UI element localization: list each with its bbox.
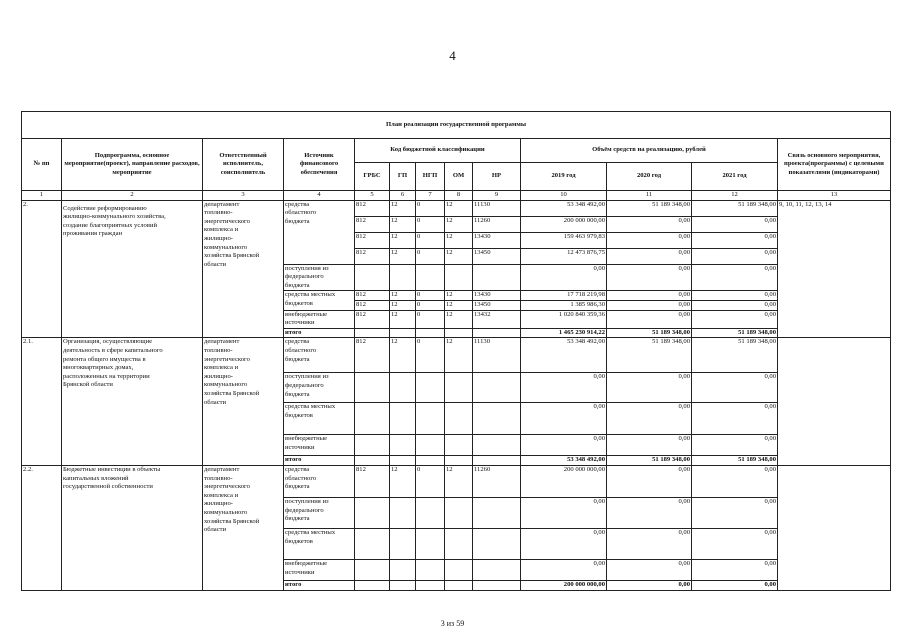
funding-source — [284, 200, 355, 264]
row-number: 2.1. — [22, 338, 62, 466]
cell-ngp — [416, 559, 445, 580]
total-2021: 0,00 — [692, 580, 778, 590]
cell-2020: 0,00 — [607, 497, 692, 528]
text-line: ремонта общего имущества в — [63, 355, 146, 363]
cell-gp: 12 — [390, 465, 416, 497]
cell-gp — [390, 373, 416, 403]
cell-ngp: 0 — [416, 465, 445, 497]
column-number-row — [22, 191, 891, 201]
header-link: Связь основного мероприятия, проекта(программы) с целевыми показателями (индикаторами) — [778, 139, 891, 191]
cell-2020: 51 189 348,00 — [607, 338, 692, 373]
text-line: создание благоприятных условий — [63, 221, 158, 229]
text-line: жилищно- — [204, 372, 234, 380]
cell-om: 12 — [445, 248, 473, 264]
page-footer: 3 из 59 — [440, 619, 465, 628]
cell-om — [445, 435, 473, 456]
funding-source — [284, 338, 355, 373]
total-label: итого — [284, 328, 355, 338]
cell-2020: 0,00 — [607, 435, 692, 456]
cell-2021: 51 189 348,00 — [692, 200, 778, 216]
text-line: Содействие реформированию — [63, 204, 147, 212]
cell-ngp: 0 — [416, 232, 445, 248]
cell-om: 12 — [445, 310, 473, 328]
cell-2021: 0,00 — [692, 435, 778, 456]
text-line: комплекса и — [204, 226, 239, 234]
cell-ngp: 0 — [416, 338, 445, 373]
cell-2021: 0,00 — [692, 248, 778, 264]
cell-2019: 200 000 000,00 — [521, 216, 607, 232]
cell-2019: 12 473 876,75 — [521, 248, 607, 264]
cell-2020: 0,00 — [607, 403, 692, 435]
cell-2020: 0,00 — [607, 291, 692, 301]
text-line: энергетического — [204, 483, 250, 491]
cell-gp: 12 — [390, 232, 416, 248]
header-grbs: ГРБС — [355, 163, 390, 191]
cell-grbs — [355, 264, 390, 291]
text-line: департамент — [204, 465, 240, 473]
cell-gp: 12 — [390, 291, 416, 301]
cell-nr — [473, 435, 521, 456]
cell-nr — [473, 264, 521, 291]
total-2019: 1 465 230 914,22 — [521, 328, 607, 338]
header-2019: 2019 год — [521, 163, 607, 191]
col-number: 2 — [62, 191, 203, 201]
cell-grbs — [355, 403, 390, 435]
cell-nr — [473, 373, 521, 403]
text-line: источники — [285, 568, 315, 576]
text-line: областного — [285, 474, 317, 482]
cell-2021: 0,00 — [692, 291, 778, 301]
cell-2019: 0,00 — [521, 435, 607, 456]
cell-om: 12 — [445, 338, 473, 373]
cell-grbs — [355, 373, 390, 403]
cell-gp — [390, 559, 416, 580]
page-number: 4 — [449, 48, 456, 63]
text-line: областного — [285, 209, 317, 217]
text-line: источники — [285, 319, 315, 327]
cell-2021: 51 189 348,00 — [692, 338, 778, 373]
text-line: жилищно- — [204, 234, 234, 242]
cell-nr — [473, 580, 521, 590]
header-num: № пп — [22, 139, 62, 191]
cell-nr: 13430 — [473, 232, 521, 248]
text-line: Брянской области — [63, 381, 113, 389]
cell-gp: 12 — [390, 338, 416, 373]
col-number: 1 — [22, 191, 62, 201]
cell-2021: 0,00 — [692, 403, 778, 435]
cell-gp — [390, 264, 416, 291]
text-line: коммунального — [204, 508, 248, 516]
cell-ngp — [416, 456, 445, 466]
cell-om — [445, 456, 473, 466]
cell-nr: 11130 — [473, 200, 521, 216]
cell-grbs: 812 — [355, 310, 390, 328]
text-line: средства — [285, 338, 310, 346]
text-line: хозяйства Брянской — [204, 517, 260, 525]
row-number: 2.2. — [22, 465, 62, 590]
col-number: 10 — [521, 191, 607, 201]
cell-nr — [473, 403, 521, 435]
cell-2020: 0,00 — [607, 373, 692, 403]
table-row — [22, 338, 891, 373]
cell-nr — [473, 559, 521, 580]
cell-2019: 17 718 219,98 — [521, 291, 607, 301]
cell-2019: 0,00 — [521, 373, 607, 403]
total-2020: 51 189 348,00 — [607, 456, 692, 466]
cell-2020: 0,00 — [607, 300, 692, 310]
funding-source — [284, 264, 355, 291]
cell-nr — [473, 497, 521, 528]
total-label: итого — [284, 456, 355, 466]
text-line: внебюджетные — [285, 310, 328, 318]
cell-2019: 0,00 — [521, 403, 607, 435]
text-line: средства местных — [285, 291, 336, 299]
cell-ngp — [416, 497, 445, 528]
cell-om: 12 — [445, 465, 473, 497]
cell-gp: 12 — [390, 216, 416, 232]
cell-grbs — [355, 559, 390, 580]
text-line: федерального — [285, 273, 324, 281]
header-om: ОМ — [445, 163, 473, 191]
cell-ngp: 0 — [416, 310, 445, 328]
cell-gp: 12 — [390, 248, 416, 264]
table-row — [22, 465, 891, 497]
funding-source — [284, 465, 355, 497]
text-line: внебюджетные — [285, 435, 328, 443]
cell-2019: 1 385 986,30 — [521, 300, 607, 310]
text-line: коммунального — [204, 243, 248, 251]
cell-2021: 0,00 — [692, 264, 778, 291]
executor — [203, 200, 284, 338]
text-line: расположенных на территории — [63, 372, 150, 380]
col-number: 5 — [355, 191, 390, 201]
cell-grbs — [355, 456, 390, 466]
text-line: бюджета — [285, 355, 310, 363]
funding-source — [284, 373, 355, 403]
text-line: проживания граждан — [63, 230, 123, 238]
text-line: жилищно- — [204, 500, 234, 508]
cell-2019: 0,00 — [521, 528, 607, 559]
subprogram-name — [62, 338, 203, 466]
cell-grbs: 812 — [355, 300, 390, 310]
text-line: топливно- — [204, 209, 233, 217]
cell-2021: 0,00 — [692, 497, 778, 528]
cell-ngp: 0 — [416, 200, 445, 216]
text-line: энергетического — [204, 355, 250, 363]
indicator-link: 9, 10, 11, 12, 13, 14 — [778, 200, 891, 338]
cell-grbs: 812 — [355, 465, 390, 497]
text-line: государственной собственности — [63, 483, 153, 491]
cell-2021: 0,00 — [692, 232, 778, 248]
header-2020: 2020 год — [607, 163, 692, 191]
funding-source — [284, 291, 355, 310]
cell-nr: 13450 — [473, 248, 521, 264]
header-source: Источник финансового обеспечения — [284, 139, 355, 191]
text-line: коммунального — [204, 381, 248, 389]
cell-2019: 0,00 — [521, 559, 607, 580]
cell-2019: 159 463 979,83 — [521, 232, 607, 248]
total-2019: 200 000 000,00 — [521, 580, 607, 590]
text-line: бюджета — [285, 281, 310, 289]
text-line: внебюджетные — [285, 559, 328, 567]
cell-2019: 200 000 000,00 — [521, 465, 607, 497]
text-line: департамент — [204, 200, 240, 208]
col-number: 11 — [607, 191, 692, 201]
cell-2019: 1 020 840 359,36 — [521, 310, 607, 328]
text-line: хозяйства Брянской — [204, 252, 260, 260]
cell-om — [445, 264, 473, 291]
cell-nr: 11260 — [473, 216, 521, 232]
cell-2020: 51 189 348,00 — [607, 200, 692, 216]
cell-nr: 11260 — [473, 465, 521, 497]
text-line: топливно- — [204, 346, 233, 354]
cell-om: 12 — [445, 300, 473, 310]
cell-2021: 0,00 — [692, 300, 778, 310]
cell-grbs: 812 — [355, 232, 390, 248]
cell-ngp: 0 — [416, 291, 445, 301]
col-number: 4 — [284, 191, 355, 201]
cell-gp — [390, 403, 416, 435]
cell-ngp — [416, 435, 445, 456]
header-gp: ГП — [390, 163, 416, 191]
total-2020: 0,00 — [607, 580, 692, 590]
text-line: средства — [285, 465, 310, 473]
text-line: бюджета — [285, 390, 310, 398]
cell-om: 12 — [445, 232, 473, 248]
cell-2020: 0,00 — [607, 528, 692, 559]
header-ngp: НГП — [416, 163, 445, 191]
text-line: бюджетов — [285, 299, 313, 307]
cell-ngp — [416, 403, 445, 435]
table-title: План реализации государственной программы — [22, 112, 891, 139]
cell-ngp: 0 — [416, 300, 445, 310]
cell-2021: 0,00 — [692, 559, 778, 580]
text-line: поступления из — [285, 373, 329, 381]
funding-source — [284, 310, 355, 328]
cell-2021: 0,00 — [692, 216, 778, 232]
cell-ngp — [416, 373, 445, 403]
col-number: 12 — [692, 191, 778, 201]
cell-ngp — [416, 328, 445, 338]
cell-gp — [390, 435, 416, 456]
cell-om: 12 — [445, 216, 473, 232]
table-row — [22, 200, 891, 216]
cell-2019: 53 348 492,00 — [521, 200, 607, 216]
col-number: 9 — [473, 191, 521, 201]
text-line: области — [204, 260, 227, 268]
text-line: бюджета — [285, 217, 310, 225]
cell-2020: 0,00 — [607, 248, 692, 264]
cell-gp — [390, 456, 416, 466]
text-line: средства — [285, 200, 310, 208]
text-line: федерального — [285, 506, 324, 514]
text-line: комплекса и — [204, 364, 239, 372]
text-line: Организация, осуществляющие — [63, 338, 153, 346]
funding-source — [284, 435, 355, 456]
cell-grbs — [355, 580, 390, 590]
text-line: жилищно-коммунального хозяйства, — [63, 213, 166, 221]
cell-gp — [390, 528, 416, 559]
cell-grbs — [355, 497, 390, 528]
text-line: средства местных — [285, 403, 336, 411]
text-line: области — [204, 398, 227, 406]
cell-grbs — [355, 528, 390, 559]
funding-source — [284, 559, 355, 580]
cell-2019: 0,00 — [521, 264, 607, 291]
cell-2020: 0,00 — [607, 310, 692, 328]
cell-2019: 0,00 — [521, 497, 607, 528]
subprogram-name — [62, 200, 203, 338]
indicator-link — [778, 338, 891, 466]
cell-2019: 53 348 492,00 — [521, 338, 607, 373]
text-line: бюджета — [285, 515, 310, 523]
total-2021: 51 189 348,00 — [692, 456, 778, 466]
cell-grbs: 812 — [355, 291, 390, 301]
cell-om — [445, 580, 473, 590]
text-line: департамент — [204, 338, 240, 346]
cell-2020: 0,00 — [607, 465, 692, 497]
cell-ngp: 0 — [416, 248, 445, 264]
cell-grbs: 812 — [355, 338, 390, 373]
text-line: комплекса и — [204, 491, 239, 499]
text-line: федерального — [285, 381, 324, 389]
col-number: 13 — [778, 191, 891, 201]
cell-om — [445, 497, 473, 528]
program-plan-table — [21, 111, 891, 591]
cell-om — [445, 559, 473, 580]
text-line: топливно- — [204, 474, 233, 482]
cell-om — [445, 528, 473, 559]
text-line: многоквартирных домах, — [63, 364, 134, 372]
cell-2020: 0,00 — [607, 559, 692, 580]
cell-2021: 0,00 — [692, 373, 778, 403]
total-2019: 53 348 492,00 — [521, 456, 607, 466]
cell-2020: 0,00 — [607, 264, 692, 291]
text-line: области — [204, 526, 227, 534]
total-2021: 51 189 348,00 — [692, 328, 778, 338]
cell-grbs: 812 — [355, 200, 390, 216]
text-line: средства местных — [285, 528, 336, 536]
cell-om: 12 — [445, 200, 473, 216]
cell-nr — [473, 328, 521, 338]
cell-2020: 0,00 — [607, 216, 692, 232]
cell-gp — [390, 497, 416, 528]
header-subprogram: Подпрограмма, основное мероприятие(проект), направление расходов, мероприятие — [62, 139, 203, 191]
cell-gp: 12 — [390, 300, 416, 310]
cell-nr: 13450 — [473, 300, 521, 310]
text-line: поступления из — [285, 497, 329, 505]
funding-source — [284, 528, 355, 559]
cell-gp — [390, 580, 416, 590]
funding-source — [284, 497, 355, 528]
cell-nr: 11130 — [473, 338, 521, 373]
text-line: хозяйства Брянской — [204, 389, 260, 397]
text-line: бюджетов — [285, 411, 313, 419]
executor — [203, 465, 284, 590]
text-line: энергетического — [204, 217, 250, 225]
total-label: итого — [284, 580, 355, 590]
header-funds: Объём средств на реализацию, рублей — [521, 139, 778, 163]
text-line: поступления из — [285, 264, 329, 272]
cell-grbs — [355, 328, 390, 338]
indicator-link — [778, 465, 891, 590]
text-line: бюджетов — [285, 537, 313, 545]
header-budget-code: Код бюджетной классификации — [355, 139, 521, 163]
cell-om — [445, 328, 473, 338]
text-line: областного — [285, 346, 317, 354]
total-2020: 51 189 348,00 — [607, 328, 692, 338]
cell-gp: 12 — [390, 310, 416, 328]
cell-om — [445, 403, 473, 435]
col-number: 6 — [390, 191, 416, 201]
header-executor: Ответственный исполнитель, соисполнитель — [203, 139, 284, 191]
funding-source — [284, 403, 355, 435]
cell-2020: 0,00 — [607, 232, 692, 248]
cell-nr: 13432 — [473, 310, 521, 328]
cell-nr: 13430 — [473, 291, 521, 301]
header-nr: НР — [473, 163, 521, 191]
cell-grbs: 812 — [355, 216, 390, 232]
col-number: 3 — [203, 191, 284, 201]
cell-om: 12 — [445, 291, 473, 301]
cell-ngp — [416, 264, 445, 291]
text-line: капитальных вложений — [63, 474, 129, 482]
cell-nr — [473, 528, 521, 559]
text-line: бюджета — [285, 483, 310, 491]
cell-2021: 0,00 — [692, 528, 778, 559]
row-number: 2. — [22, 200, 62, 338]
header-2021: 2021 год — [692, 163, 778, 191]
cell-om — [445, 373, 473, 403]
col-number: 8 — [445, 191, 473, 201]
cell-gp — [390, 328, 416, 338]
cell-grbs: 812 — [355, 248, 390, 264]
subprogram-name — [62, 465, 203, 590]
col-number: 7 — [416, 191, 445, 201]
cell-ngp — [416, 580, 445, 590]
text-line: деятельность в сфере капитального — [63, 346, 163, 354]
text-line: источники — [285, 443, 315, 451]
cell-ngp — [416, 528, 445, 559]
cell-2021: 0,00 — [692, 465, 778, 497]
cell-grbs — [355, 435, 390, 456]
cell-gp: 12 — [390, 200, 416, 216]
executor — [203, 338, 284, 466]
cell-nr — [473, 456, 521, 466]
text-line: Бюджетные инвестиции в объекты — [63, 465, 161, 473]
cell-2021: 0,00 — [692, 310, 778, 328]
cell-ngp: 0 — [416, 216, 445, 232]
